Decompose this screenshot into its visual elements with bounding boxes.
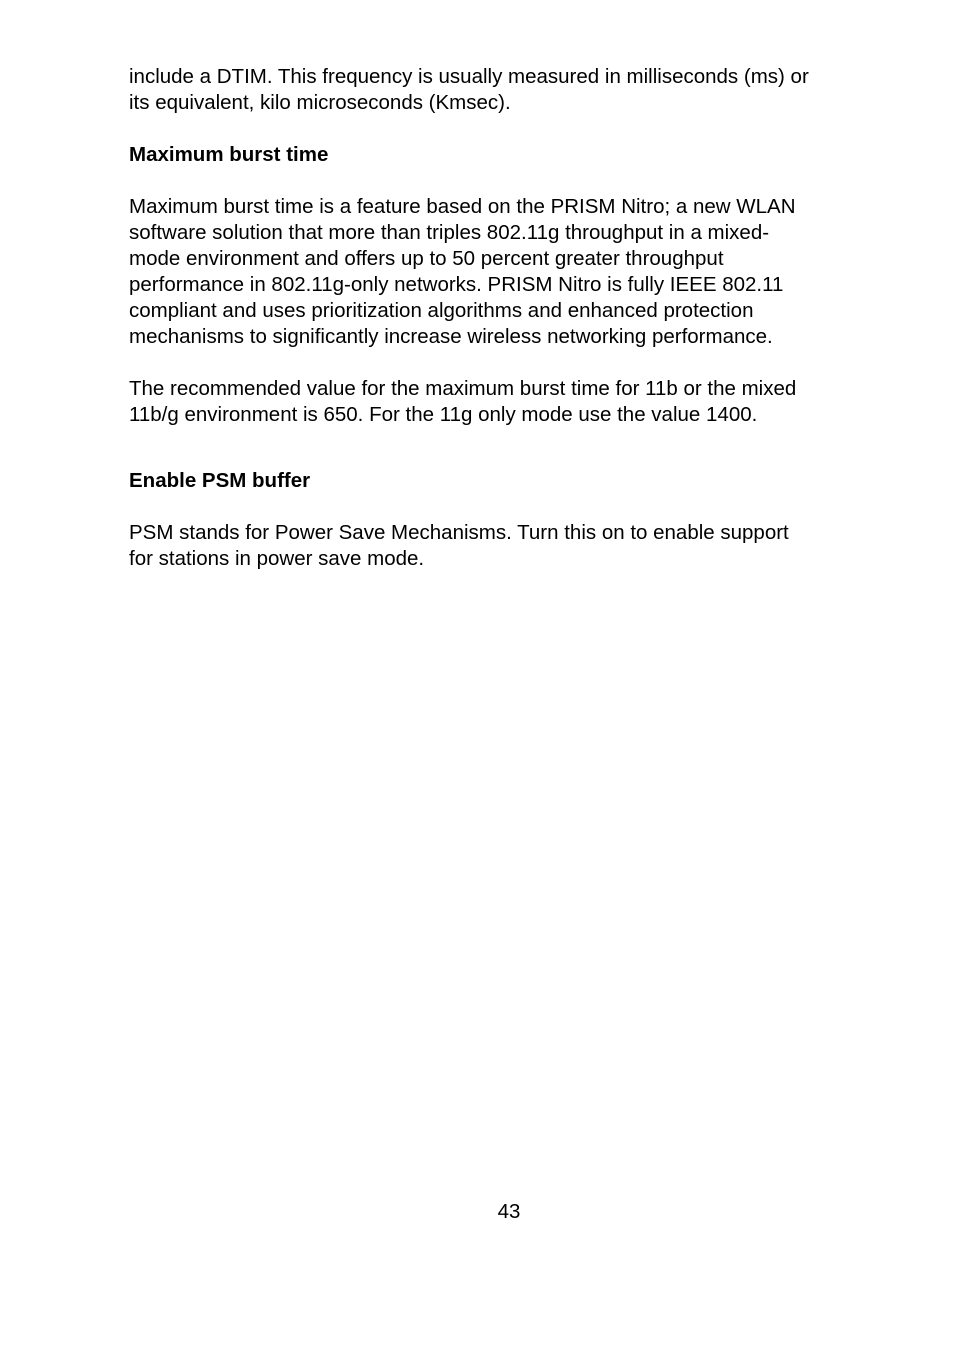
section-heading-psm: Enable PSM buffer xyxy=(129,469,311,492)
document-body xyxy=(129,64,879,572)
section-heading-burst: Maximum burst time xyxy=(129,143,329,166)
spacer xyxy=(129,428,879,468)
spacer xyxy=(129,494,879,520)
intro-paragraph: include a DTIM. This frequency is usually measured in milliseconds (ms) or its equivalent, kilo microseconds (Kmsec). xyxy=(129,65,809,114)
burst-paragraph-1: Maximum burst time is a feature based on the PRISM Nitro; a new WLAN software solution that more than triples 802.11g throughput in a mixed- mode environment and offers up to 50 percent greater throughput performance in 802.11g-only networks. PRISM Nitro is fully IEEE 802.11 compliant and uses prioritization algorithms and enhanced protection mechanisms to significantly increase wireless networking performance. xyxy=(129,195,796,348)
page-number: 43 xyxy=(497,1200,521,1223)
spacer xyxy=(129,168,879,194)
spacer xyxy=(129,116,879,142)
psm-paragraph: PSM stands for Power Save Mechanisms. Turn this on to enable support for stations in power save mode. xyxy=(129,521,789,570)
spacer xyxy=(129,350,879,376)
burst-paragraph-2: The recommended value for the maximum burst time for 11b or the mixed 11b/g environment is 650. For the 11g only mode use the value 1400. xyxy=(129,377,797,426)
